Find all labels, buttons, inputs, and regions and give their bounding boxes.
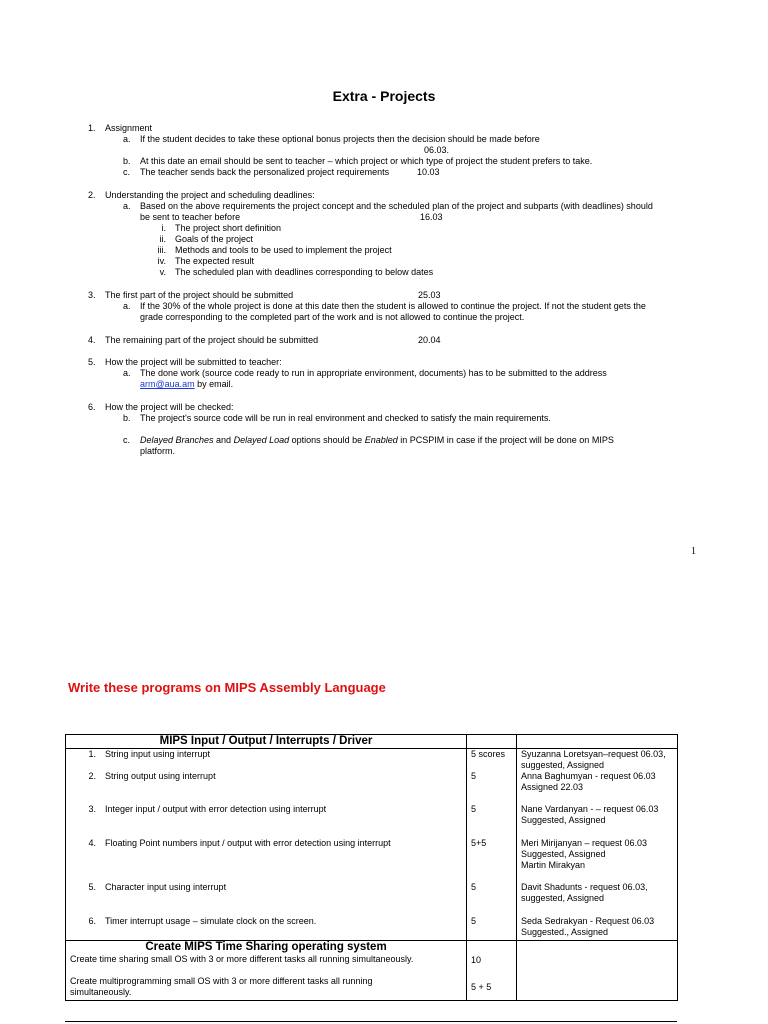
section-heading: Write these programs on MIPS Assembly Language [68, 680, 386, 695]
item-4-label: The remaining part of the project should be submitted [105, 335, 319, 345]
item-2-sub-i-marker: i. [161, 223, 166, 233]
item-4-date: 20.04 [418, 335, 441, 345]
delayed-branches-text: Delayed Branches [140, 435, 214, 445]
item-3a-marker: a. [123, 301, 131, 311]
item-1a-text: If the student decides to take these optional bonus projects then the decision should be made before [140, 134, 540, 144]
item-5a-text-line2 [140, 379, 233, 390]
page-number: 1 [691, 546, 696, 557]
task-3-number: 3. [88, 804, 96, 814]
item-2-sub-v-text: The scheduled plan with deadlines corresponding to below dates [175, 267, 434, 277]
section-1-assignee-header [517, 735, 678, 749]
item-1a-date: 06.03. [424, 145, 450, 155]
score-1: 5 scores [471, 749, 506, 759]
email-link[interactable]: arm@aua.am [140, 379, 195, 389]
item-1-number: 1. [88, 123, 96, 133]
item-2-sub-iv-text: The expected result [175, 256, 255, 266]
item-3-label: The first part of the project should be submitted [105, 290, 294, 300]
score-3: 5 [471, 804, 477, 814]
task-4-number: 4. [88, 838, 96, 848]
item-5-number: 5. [88, 357, 96, 367]
item-1b-marker: b. [123, 156, 131, 166]
section-1-title: MIPS Input / Output / Interrupts / Driver [66, 735, 467, 749]
item-5a-text-line1: The done work (source code ready to run in appropriate environment, documents) has to be submitted to the address [140, 368, 607, 378]
task-6-number: 6. [88, 916, 96, 926]
task-2-number: 2. [88, 771, 96, 781]
projects-table [65, 734, 678, 1001]
assignee-5: Davit Shadunts - request 06.03, suggested, Assigned [521, 882, 648, 903]
item-6b-marker: b. [123, 413, 131, 423]
os-task-1: Create time sharing small OS with 3 or more different tasks all running simultaneously. [70, 954, 414, 964]
section-2-title: Create MIPS Time Sharing operating system [145, 941, 387, 953]
enabled-text: Enabled [364, 435, 398, 445]
table-row [66, 771, 466, 804]
assignee-6: Seda Sedrakyan - Request 06.03 Suggested., Assigned [521, 916, 655, 937]
score-4: 5+5 [471, 838, 487, 848]
task-1-text: String input using interrupt [105, 749, 211, 759]
item-2-sub-ii-text: Goals of the project [175, 234, 254, 244]
item-6c-text-line2: platform. [140, 446, 176, 456]
item-1c-marker: c. [123, 167, 131, 177]
item-2-sub-i-text: The project short definition [175, 223, 282, 233]
section-1-assignees [517, 749, 678, 941]
item-2-label: Understanding the project and scheduling deadlines: [105, 190, 315, 200]
task-5-text: Character input using interrupt [105, 882, 227, 892]
item-2a-marker: a. [123, 201, 131, 211]
item-2-sub-ii-marker: ii. [159, 234, 166, 244]
os-task-2: Create multiprogramming small OS with 3 or more different tasks all running simultaneously. [70, 976, 373, 997]
assignee-4: Meri Mirijanyan – request 06.03 Suggested, Assigned Martin Mirakyan [521, 838, 648, 870]
table-row [66, 749, 466, 771]
table-row [66, 838, 466, 882]
item-2a-text-line1: Based on the above requirements the project concept and the scheduled plan of the project and subparts (with deadlines) should [140, 201, 653, 211]
task-1-number: 1. [88, 749, 96, 759]
item-1-label: Assignment [105, 123, 153, 133]
item-3-date: 25.03 [418, 290, 441, 300]
item-1c-text: The teacher sends back the personalized project requirements [140, 167, 390, 177]
section-1-score-header [467, 735, 517, 749]
c-mid: options should be [289, 435, 365, 445]
table-row [66, 804, 466, 838]
item-2-sub-iii-text: Methods and tools to be used to implement the project [175, 245, 392, 255]
section-1-tasks [66, 749, 467, 941]
os-score-2: 5 + 5 [471, 982, 492, 992]
task-2-text: String output using interrupt [105, 771, 216, 781]
task-3-text: Integer input / output with error detection using interrupt [105, 804, 327, 814]
section-1-scores [467, 749, 517, 941]
section-2-assignees [517, 941, 678, 1001]
table-row [66, 916, 466, 938]
score-2: 5 [471, 771, 477, 781]
task-5-number: 5. [88, 882, 96, 892]
assignee-1: Syuzanna Loretsyan–request 06.03, suggested, Assigned [521, 749, 666, 770]
item-5a-marker: a. [123, 368, 131, 378]
assignee-2: Anna Baghumyan - request 06.03 Assigned 22.03 [521, 771, 656, 792]
item-1a-marker: a. [123, 134, 131, 144]
score-6: 5 [471, 916, 477, 926]
delayed-load-text: Delayed Load [233, 435, 290, 445]
item-6-label: How the project will be checked: [105, 402, 234, 412]
assignee-3: Nane Vardanyan - – request 06.03 Suggested, Assigned [521, 804, 659, 825]
item-5-label: How the project will be submitted to teacher: [105, 357, 282, 367]
item-1c-date: 10.03 [417, 167, 440, 177]
item-6b-text: The project's source code will be run in real environment and checked to satisfy the main requirements. [140, 413, 551, 423]
email-suffix: by email. [194, 379, 234, 389]
item-2-sub-iv-marker: iv. [157, 256, 166, 266]
page-title: Extra - Projects [332, 88, 436, 104]
score-5: 5 [471, 882, 477, 892]
c-rest: in PCSPIM in case if the project will be done on MIPS [397, 435, 614, 445]
os-score-1: 10 [471, 955, 482, 965]
item-2a-text-line2: be sent to teacher before [140, 212, 241, 222]
item-3a-text-line1: If the 30% of the whole project is done at this date then the student is allowed to continue the project. If not the student gets the [140, 301, 646, 311]
item-2-sub-iii-marker: iii. [157, 245, 166, 255]
section-2-scores [467, 941, 517, 1001]
item-6-number: 6. [88, 402, 96, 412]
item-1b-text: At this date an email should be sent to teacher – which project or which type of project the student prefers to take. [140, 156, 593, 166]
task-4-text: Floating Point numbers input / output with error detection using interrupt [105, 838, 391, 848]
item-6c-text-line1 [140, 435, 614, 446]
c-and: and [213, 435, 234, 445]
task-6-text: Timer interrupt usage – simulate clock on the screen. [105, 916, 317, 926]
section-2-cell [66, 941, 467, 1001]
item-2-number: 2. [88, 190, 96, 200]
next-table-border [65, 1021, 677, 1022]
item-4-number: 4. [88, 335, 96, 345]
item-2a-date: 16.03 [420, 212, 443, 222]
item-3-number: 3. [88, 290, 96, 300]
item-6c-marker: c. [123, 435, 131, 445]
table-row [66, 882, 466, 916]
item-2-sub-v-marker: v. [159, 267, 166, 277]
item-3a-text-line2: grade corresponding to the completed part of the work and is not allowed to continue the project. [140, 312, 525, 322]
